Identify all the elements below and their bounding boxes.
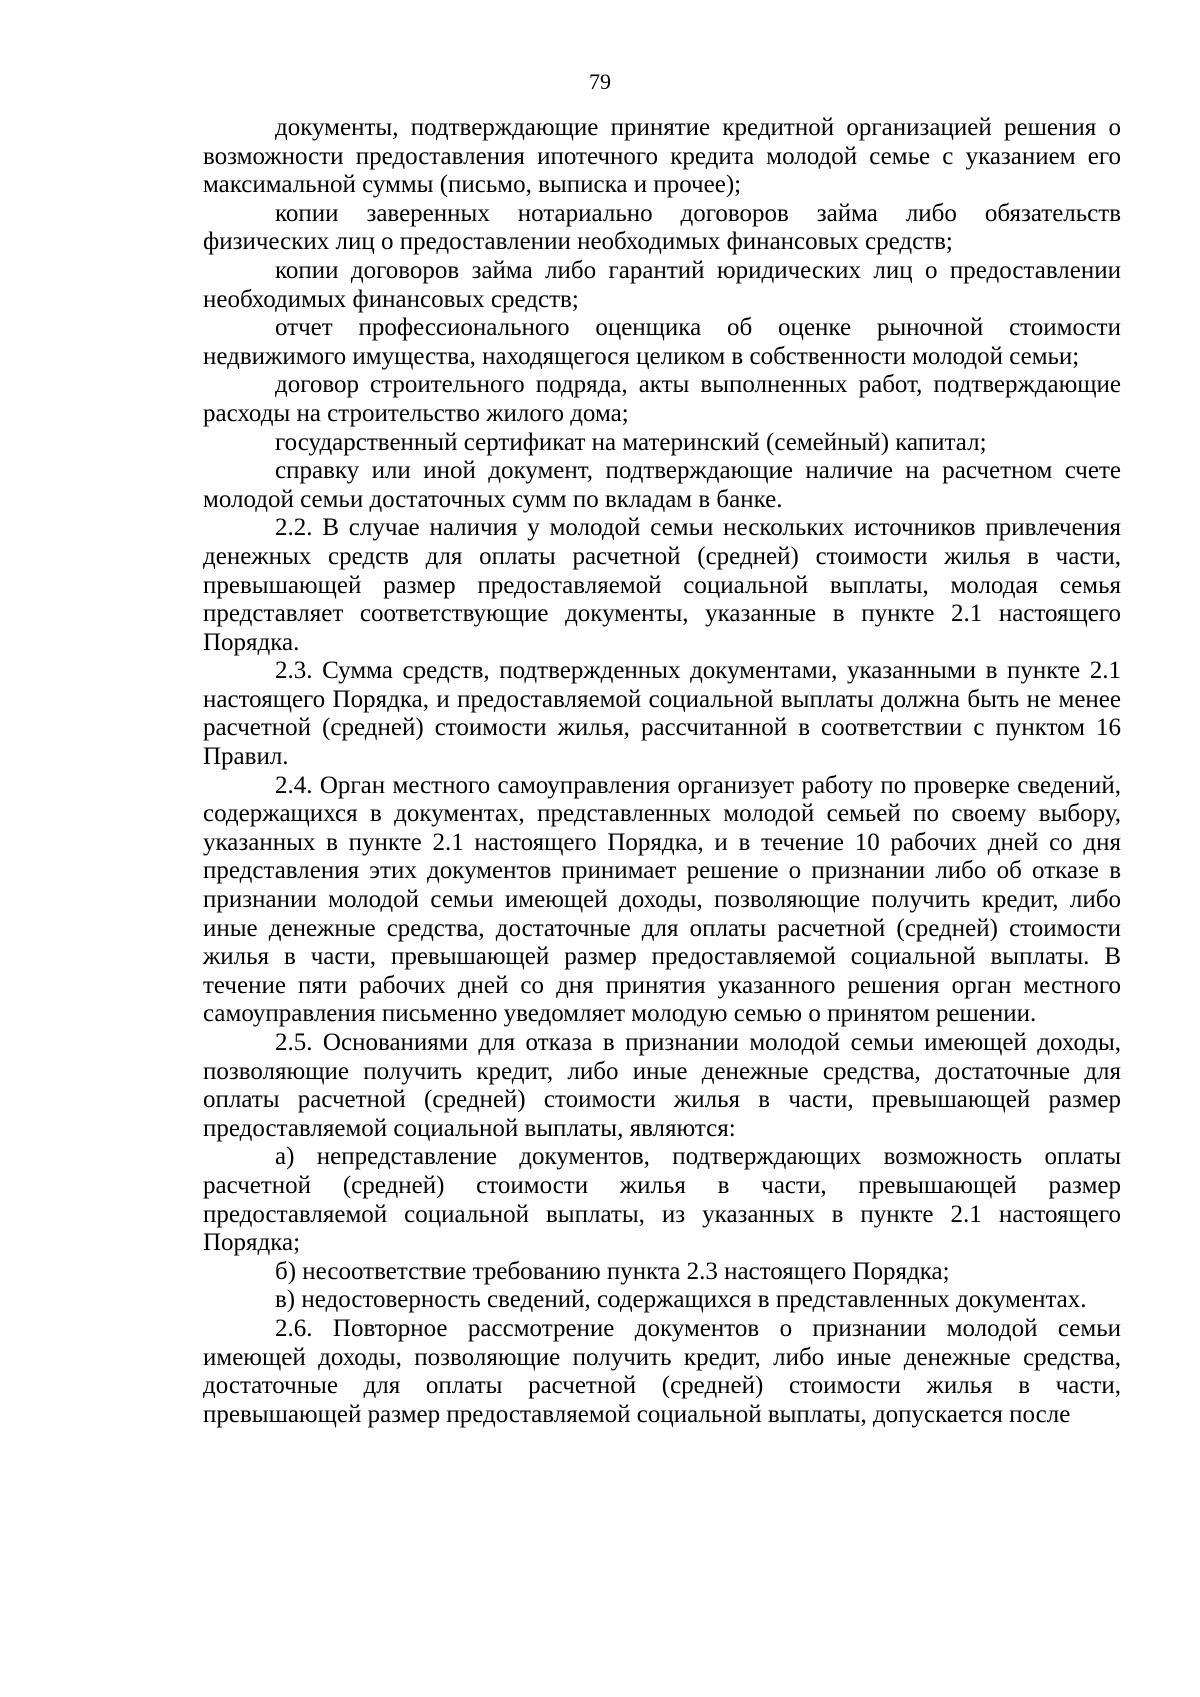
paragraph-2-5-b: б) несоответствие требованию пункта 2.3 настоящего Порядка; <box>275 1257 950 1285</box>
document-body <box>203 114 1121 1429</box>
paragraph-bank-decision: документы, подтверждающие принятие кредитной организацией решения о возможности предоставления ипотечного кредита молодой семье с указанием его максимальной суммы (письмо, выписка и прочее); <box>203 114 1121 199</box>
paragraph-2-5: 2.5. Основаниями для отказа в признании молодой семьи имеющей доходы, позволяющие получить кредит, либо иные денежные средства, достаточные для оплаты расчетной (средней) стоимости жилья в части, превышающей размер предоставляемой социальной выплаты, являются: <box>203 1029 1121 1142</box>
paragraph-legal-entity-guarantees: копии договоров займа либо гарантий юридических лиц о предоставлении необходимых финансовых средств; <box>203 256 1121 313</box>
paragraph-2-2: 2.2. В случае наличия у молодой семьи нескольких источников привлечения денежных средств для оплаты расчетной (средней) стоимости жилья в части, превышающей размер предоставляемой социальной выплаты, молодая семья представляет соответствующие документы, указанные в пункте 2.1 настоящего Порядка. <box>203 514 1121 656</box>
paragraph-2-5-c: в) недостоверность сведений, содержащихся в представленных документах. <box>275 1286 1087 1314</box>
page-number: 79 <box>589 69 611 94</box>
paragraph-2-4: 2.4. Орган местного самоуправления организует работу по проверке сведений, содержащихся в документах, представленных молодой семьей по своему выбору, указанных в пункте 2.1 настоящего Порядка, и в течение 10 рабочих дней со дня представления этих документов принимает решение о признании либо об отказе в признании молодой семьи имеющей доходы, позволяющие получить кредит, либо иные денежные средства, достаточные для оплаты расчетной (средней) стоимости жилья в части, превышающей размер предоставляемой социальной выплаты. В течение пяти рабочих дней со дня принятия указанного решения орган местного самоуправления письменно уведомляет молодую семью о принятом решении. <box>203 771 1121 1028</box>
paragraph-construction-contract: договор строительного подряда, акты выполненных работ, подтверждающие расходы на строительство жилого дома; <box>203 371 1121 427</box>
paragraph-notarized-loans: копии заверенных нотариально договоров займа либо обязательств физических лиц о предоставлении необходимых финансовых средств; <box>203 199 1121 256</box>
paragraph-2-5-a: а) непредставление документов, подтверждающих возможность оплаты расчетной (средней) стоимости жилья в части, превышающей размер предоставляемой социальной выплаты, из указанных в пункте 2.1 настоящего Порядка; <box>203 1143 1121 1257</box>
paragraph-2-3: 2.3. Сумма средств, подтвержденных документами, указанными в пункте 2.1 настоящего Порядка, и предоставляемой социальной выплаты должна быть не менее расчетной (средней) стоимости жилья, рассчитанной в соответствии с пунктом 16 Правил. <box>203 657 1121 771</box>
paragraph-appraisal-report: отчет профессионального оценщика об оценке рыночной стоимости недвижимого имущества, находящегося целиком в собственности молодой семьи; <box>203 314 1121 370</box>
paragraph-maternity-capital: государственный сертификат на материнский (семейный) капитал; <box>275 428 987 456</box>
paragraph-bank-statement: справку или иной документ, подтверждающие наличие на расчетном счете молодой семьи достаточных сумм по вкладам в банке. <box>203 457 1121 513</box>
paragraph-2-6: 2.6. Повторное рассмотрение документов о признании молодой семьи имеющей доходы, позволяющие получить кредит, либо иные денежные средства, достаточные для оплаты расчетной (средней) стоимости жилья в части, превышающей размер предоставляемой социальной выплаты, допускается после <box>203 1314 1121 1428</box>
